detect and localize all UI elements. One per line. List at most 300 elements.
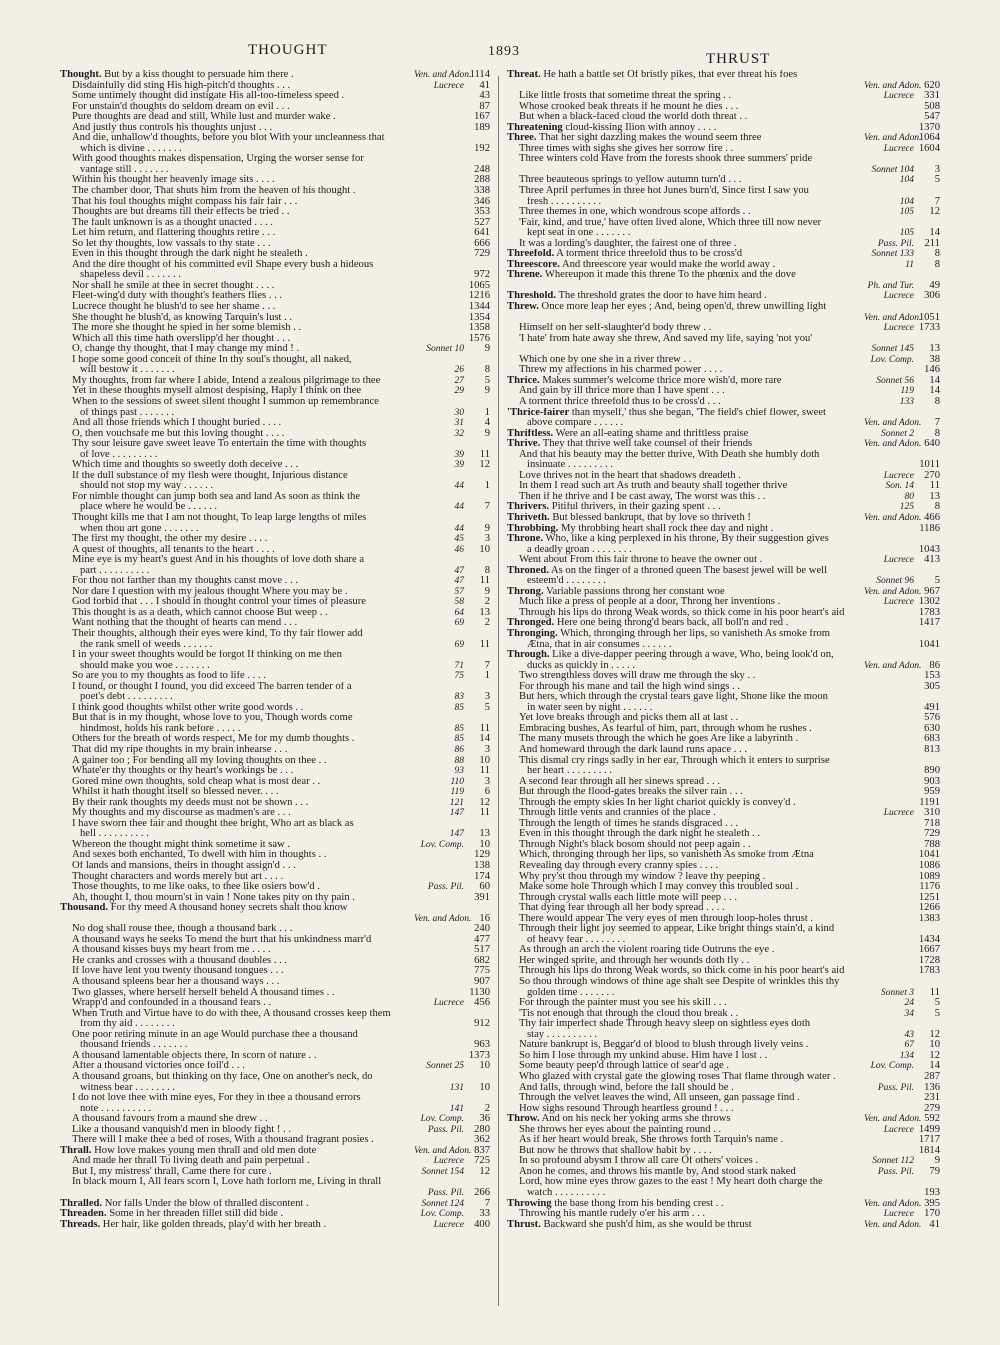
work-reference: Lov. Comp. (870, 354, 914, 365)
quotation-text (60, 291, 414, 302)
concordance-line (507, 1030, 940, 1041)
quotation: Whate'er thy thoughts or thy heart's workings be . . . (72, 766, 294, 777)
line-number: 729 (924, 828, 940, 840)
line-number: 7 (934, 417, 940, 429)
quotation-text (60, 450, 414, 461)
concordance-line (60, 756, 490, 767)
quotation: But now he throws that shallow habit by . . . . (519, 1145, 712, 1156)
headword-entry (507, 429, 940, 440)
concordance-line (60, 1125, 490, 1136)
quotation: I found, or thought I found, you did exceed The barren tender of a (72, 681, 352, 692)
quotation-text (507, 650, 864, 661)
line-number: 491 (924, 701, 940, 713)
line-number: 86 (929, 659, 940, 671)
line-number: 41 (929, 1218, 940, 1230)
line-number: 8 (484, 364, 490, 376)
line-number: 683 (924, 733, 940, 745)
quotation-text (60, 281, 414, 292)
headword-entry (507, 439, 940, 450)
quotation-text (507, 228, 864, 239)
headword: Throbbing. (507, 523, 559, 534)
quotation-text (507, 239, 864, 250)
line-number: 1344 (468, 301, 490, 313)
quotation: Thought characters and words merely but art . . . . (72, 871, 284, 882)
concordance-line (60, 1156, 490, 1167)
concordance-line (60, 692, 490, 703)
quotation: Through his lips do throng Weak words, so thick come in his poor heart's aid (519, 607, 845, 618)
concordance-line (60, 102, 490, 113)
concordance-line (60, 1083, 490, 1094)
quotation: Within his thought her heavenly image sits . . . . (72, 175, 275, 186)
work-reference: Lov. Comp. (420, 839, 464, 850)
quotation: A thousand kisses buys my heart from me . . . . (72, 945, 271, 956)
line-number: 7 (484, 1197, 490, 1209)
concordance-line (507, 756, 940, 767)
concordance-line (60, 650, 490, 661)
line-number: 5 (934, 174, 940, 186)
quotation-text (60, 829, 414, 840)
quotation: from thy aid . . . . . . . . (80, 1019, 175, 1030)
concordance-line (60, 1061, 490, 1072)
quotation: The first my thought, the other my desire . . . . (72, 534, 268, 545)
headword-entry (507, 260, 940, 271)
line-number: 1065 (468, 279, 490, 291)
concordance-line (60, 154, 490, 165)
work-reference: 119 (900, 386, 914, 397)
line-number: 7 (484, 659, 490, 671)
quotation-text (60, 724, 414, 735)
quotation: And that his beauty may the better thrive, With Death she humbly doth (519, 449, 820, 460)
quotation: Love thrives not in the heart that shadows dreadeth . (519, 470, 741, 481)
line-number: 49 (929, 279, 940, 291)
concordance-line (507, 355, 940, 366)
quotation-text (60, 682, 414, 693)
line-number: 136 (924, 1081, 940, 1093)
headword: Thrice. (507, 375, 540, 386)
quotation-text (60, 661, 414, 672)
concordance-line (507, 724, 940, 735)
quotation: Thy sour leisure gave sweet leave To entertain the time with thoughts (72, 439, 367, 450)
concordance-line (507, 102, 940, 113)
line-number: 1383 (918, 912, 940, 924)
quotation-text (507, 703, 864, 714)
line-number: 310 (924, 807, 940, 819)
line-number: 477 (474, 933, 490, 945)
quotation-text (507, 661, 864, 672)
concordance-line (60, 671, 490, 682)
quotation: But that is in my thought, whose love to you, Though words come (72, 713, 353, 724)
quotation: Like a dive-dapper peering through a wave, Who, being look'd on, (552, 650, 834, 661)
line-number: 7 (934, 195, 940, 207)
line-number: 456 (474, 997, 490, 1009)
work-reference: Lov. Comp. (870, 1061, 914, 1072)
quotation-text (60, 481, 414, 492)
quotation-text (60, 260, 414, 271)
quotation: In so profound abysm I throw all care Of others' voices . (519, 1156, 759, 1167)
quotation-text (507, 1009, 864, 1020)
quotation-text (507, 334, 864, 345)
quotation-text (60, 840, 414, 851)
quotation: Even in this thought through the dark night he stealeth . (72, 249, 308, 260)
line-number: 1041 (918, 849, 940, 861)
quotation-text (60, 703, 414, 714)
quotation-text (507, 798, 864, 809)
quotation-text (507, 481, 864, 492)
quotation-text (60, 376, 414, 387)
concordance-line (60, 829, 490, 840)
quotation: poet's debt . . . . . . . . . (80, 692, 173, 703)
quotation: Whereon the thought might think sometime it saw . (72, 839, 291, 850)
quotation-text (60, 1104, 414, 1115)
work-reference: Sonnet 56 (876, 375, 914, 386)
concordance-line (507, 1051, 940, 1062)
quotation: Like little frosts that sometime threat the spring . . (519, 91, 732, 102)
concordance-line (60, 914, 490, 925)
line-number: 138 (474, 860, 490, 872)
quotation-text (60, 756, 414, 767)
quotation: That dying fear through all her body spread . . . . (519, 903, 725, 914)
concordance-line (507, 313, 940, 324)
line-number: 1604 (918, 142, 940, 154)
quotation-text (507, 692, 864, 703)
quotation-text (507, 218, 864, 229)
headword: Throwing (507, 1198, 552, 1209)
headword-entry (507, 618, 940, 629)
line-number: 14 (929, 1060, 940, 1072)
quotation: If the dull substance of my flesh were thought, Injurious distance (72, 470, 348, 481)
headword-entry (60, 903, 490, 914)
concordance-line (60, 81, 490, 92)
concordance-line (507, 197, 940, 208)
line-number: 10 (479, 754, 490, 766)
quotation: But hers, which through the crystal tears gave light, Shone like the moon (519, 692, 828, 703)
line-number: 13 (479, 606, 490, 618)
quotation-text (507, 608, 864, 619)
quotation: Yet in these thoughts myself almost despising, Haply I think on thee (72, 386, 362, 397)
line-number: 1667 (918, 944, 940, 956)
quotation: The many musets through the which he goes Are like a labyrinth . (519, 734, 799, 745)
quotation: I do not love thee with mine eyes, For they in thee a thousand errors (72, 1093, 361, 1104)
quotation: Through his lips do throng Weak words, so thick come in his poor heart's aid (519, 966, 845, 977)
quotation: How sighs resound Through heartless ground ! . . . (519, 1103, 734, 1114)
quotation: So thou through windows of thine age shalt see Despite of wrinkles this thy (519, 977, 840, 988)
concordance-line (60, 186, 490, 197)
quotation-text (60, 1220, 414, 1231)
line-number: 4 (484, 417, 490, 429)
work-reference: Lov. Comp. (420, 1114, 464, 1125)
headword: Threatening (507, 122, 563, 133)
quotation: But blessed bankrupt, that by love so thriveth ! (552, 512, 751, 523)
quotation: Variable passions throng her constant woe (546, 586, 725, 597)
quotation: For through the painter must you see his skill . . . (519, 998, 727, 1009)
quotation-text (60, 1040, 414, 1051)
line-number: 1354 (468, 311, 490, 323)
work-reference: 104 (899, 196, 914, 207)
quotation-text (507, 70, 864, 81)
quotation: which is divine . . . . . . . (80, 143, 182, 154)
concordance-line (507, 481, 940, 492)
line-number: 400 (474, 1218, 490, 1230)
quotation: Himself on her self-slaughter'd body threw . . (519, 323, 712, 334)
concordance-line (60, 608, 490, 619)
quotation: Whose crooked beak threats if he mount he dies . . . (519, 101, 739, 112)
line-number: 1783 (918, 965, 940, 977)
quotation-text (60, 745, 414, 756)
quotation-text (60, 808, 414, 819)
quotation: A torment thrice threefold thus to be cross'd . . . (519, 396, 721, 407)
quotation: 'Fair, kind, and true,' have often lived alone, Which three till now never (519, 217, 822, 228)
concordance-line (60, 112, 490, 123)
concordance-line (60, 513, 490, 524)
quotation: And the dire thought of his committed evil Shape every bush a hideous (72, 259, 374, 270)
quotation-text (507, 450, 864, 461)
headword-entry (507, 502, 940, 513)
concordance-line (507, 344, 940, 355)
work-reference: 147 (449, 829, 464, 840)
headword: Threat. (507, 70, 541, 80)
work-reference: 93 (454, 766, 464, 777)
concordance-line (60, 629, 490, 640)
work-reference: 75 (454, 671, 464, 682)
quotation: A thousand favours from a maund she drew . . (72, 1114, 268, 1125)
concordance-line (60, 460, 490, 471)
quotation: golden time . . . . . . . (527, 987, 615, 998)
quotation: And justly thus controls his thoughts unjust . . . (72, 122, 273, 133)
quotation: witness bear . . . . . . . . (80, 1082, 176, 1093)
quotation: Threw my affections in his charmed power . . . . (519, 365, 723, 376)
work-reference: Pass. Pil. (427, 882, 464, 893)
work-reference: Lucrece (433, 1219, 464, 1230)
concordance-line (507, 1135, 940, 1146)
work-reference: 44 (454, 502, 464, 513)
line-number: 36 (479, 1113, 490, 1125)
line-number: 1266 (918, 902, 940, 914)
work-reference: Lucrece (433, 80, 464, 91)
work-reference: Lucrece (883, 808, 914, 819)
concordance-line (507, 576, 940, 587)
quotation: My thoughts and my discourse as madmen's are . . . (72, 808, 291, 819)
quotation: the base thong from his bending crest . . (554, 1198, 724, 1209)
work-reference: 26 (454, 365, 464, 376)
quotation: Let him return, and flattering thoughts retire . . . (72, 228, 276, 239)
concordance-line (507, 882, 940, 893)
quotation: And falls, through wind, before the fall should be . (519, 1082, 734, 1093)
quotation: Yet love breaks through and picks them all at last . . (519, 713, 739, 724)
quotation-text (507, 376, 864, 387)
line-number: 729 (474, 248, 490, 260)
quotation: Ah, thought I, thou mourn'st in vain ! None takes pity on thy pain . (72, 892, 355, 903)
work-reference: 24 (904, 998, 914, 1009)
quotation-text (60, 977, 414, 988)
work-reference: Ven. and Adon. (864, 418, 922, 429)
line-number: 353 (474, 206, 490, 218)
line-number: 192 (474, 142, 490, 154)
line-number: 60 (479, 881, 490, 893)
headword-entry (507, 513, 940, 524)
headword-entry (507, 270, 940, 281)
quotation-text (507, 724, 864, 735)
concordance-line (507, 555, 940, 566)
headword-entry (507, 291, 940, 302)
work-reference: Ven. and Adon. (864, 1114, 922, 1125)
quotation: Whilst it hath thought itself so blessed never. . . . (72, 787, 279, 798)
concordance-line (60, 587, 490, 598)
work-reference: 31 (454, 418, 464, 429)
quotation-text (60, 566, 414, 577)
line-number: 527 (474, 216, 490, 228)
concordance-line (507, 945, 940, 956)
quotation-text (507, 745, 864, 756)
work-reference: 141 (449, 1103, 464, 1114)
work-reference: 105 (899, 207, 914, 218)
line-number: 346 (474, 195, 490, 207)
line-number: 266 (474, 1186, 490, 1198)
headword: Throned. (507, 565, 549, 576)
quotation: esteem'd . . . . . . . . (527, 576, 606, 587)
concordance-line (507, 924, 940, 935)
headword: Thought. (60, 70, 102, 80)
headword: Three. (507, 133, 537, 144)
line-number: 41 (479, 79, 490, 91)
quotation: her heart . . . . . . . . . (527, 766, 613, 777)
quotation: Were an all-eating shame and thriftless praise (555, 428, 749, 439)
quotation: Mine eye is my heart's guest And in his thoughts of love doth share a (72, 555, 365, 566)
quotation: Some untimely thought did instigate His all-too-timeless speed . (72, 91, 345, 102)
concordance-line (507, 777, 940, 788)
quotation-text (60, 1125, 414, 1136)
line-number: 391 (474, 891, 490, 903)
quotation-text (60, 534, 414, 545)
concordance-line (60, 291, 490, 302)
line-number: 189 (474, 121, 490, 133)
headword: Throw. (507, 1114, 540, 1125)
line-number: 641 (474, 227, 490, 239)
work-reference: Lucrece (883, 470, 914, 481)
quotation-text (507, 133, 864, 144)
quotation: And threescore year would make the world away . (561, 259, 776, 270)
work-reference: 85 (454, 702, 464, 713)
quotation: If love have lent you twenty thousand tongues . . . (72, 966, 284, 977)
line-number: 11 (929, 480, 940, 492)
quotation-text (507, 956, 864, 967)
concordance-line (60, 1114, 490, 1125)
work-reference: 134 (899, 1050, 914, 1061)
work-reference: Lucrece (883, 597, 914, 608)
line-number: 10 (479, 543, 490, 555)
line-number: 248 (474, 163, 490, 175)
quotation-text (507, 945, 864, 956)
quotation: Two strengthless doves will draw me through the sky . . (519, 671, 756, 682)
line-number: 775 (474, 965, 490, 977)
quotation: Which, thronging through her lips, so vanisheth As smoke from (560, 628, 831, 639)
work-reference: 64 (454, 607, 464, 618)
quotation-text (60, 154, 414, 165)
header-left-word: THOUGHT (248, 42, 328, 58)
line-number: 2 (484, 1102, 490, 1114)
quotation-text (507, 1093, 864, 1104)
line-number: 9 (484, 522, 490, 534)
quotation-text (60, 502, 414, 513)
quotation-text (60, 1199, 414, 1210)
quotation: For unstain'd thoughts do seldom dream on evil . . . (72, 101, 290, 112)
quotation-text (60, 671, 414, 682)
quotation: Thy fair imperfect shade Through heavy sleep on sightless eyes doth (519, 1019, 811, 1030)
quotation-text (507, 545, 864, 556)
line-number: 666 (474, 237, 490, 249)
quotation-text (60, 819, 414, 830)
line-number: 1 (484, 406, 490, 418)
quotation-text (507, 365, 864, 376)
work-reference: Sonnet 25 (426, 1061, 464, 1072)
quotation: of love . . . . . . . . . (80, 449, 158, 460)
quotation: And sexes both enchanted, To dwell with him in thoughts . . (72, 850, 327, 861)
quotation-text (60, 956, 414, 967)
quotation-text (60, 1114, 414, 1125)
concordance-line (507, 144, 940, 155)
concordance-line (60, 302, 490, 313)
header-right-word: THRUST (706, 51, 771, 67)
line-number: 9 (484, 385, 490, 397)
quotation: As on the finger of a throned queen The basest jewel will be well (550, 565, 828, 576)
line-number: 5 (934, 1007, 940, 1019)
concordance-line (60, 1030, 490, 1041)
quotation-text (60, 945, 414, 956)
quotation-text (507, 1188, 864, 1199)
concordance-line (507, 661, 940, 672)
line-number: 8 (934, 395, 940, 407)
line-number: 11 (479, 448, 490, 460)
work-reference: 32 (454, 428, 464, 439)
line-number: 170 (924, 1208, 940, 1220)
concordance-line (60, 313, 490, 324)
quotation: Makes summer's welcome thrice more wish'd, more rare (542, 375, 782, 386)
concordance-line (60, 355, 490, 366)
quotation: But by a kiss thought to persuade him there . (104, 70, 294, 80)
quotation: A torment thrice threefold thus to be cross'd (556, 249, 743, 260)
quotation-text (60, 471, 414, 482)
headword-entry (60, 1146, 490, 1157)
concordance-line (507, 1209, 940, 1220)
quotation-text (507, 1019, 864, 1030)
quotation: Lord, how mine eyes throw gazes to the east ! My heart doth charge the (519, 1177, 823, 1188)
quotation-text (507, 1125, 864, 1136)
quotation: But when a black-faced cloud the world doth threat . . (519, 112, 748, 123)
concordance-line (507, 682, 940, 693)
concordance-line (60, 872, 490, 883)
concordance-line (507, 1104, 940, 1115)
quotation: Three themes in one, which wondrous scope affords . . (519, 207, 751, 218)
line-number: 3 (934, 163, 940, 175)
quotation-text (507, 154, 864, 165)
line-number: 1064 (918, 132, 940, 144)
headword: Threescore. (507, 259, 560, 270)
concordance-line (60, 334, 490, 345)
quotation: Disdainfully did sting His high-pitch'd thoughts . . . (72, 80, 291, 91)
quotation: For through his mane and tail the high wind sings . . (519, 681, 740, 692)
quotation: Nor falls Under the blow of thralled discontent . (104, 1198, 309, 1209)
quotation: Which time and thoughts so sweetly doth deceive . . . (72, 460, 299, 471)
line-number: 1216 (468, 290, 490, 302)
line-number: 14 (929, 227, 940, 239)
quotation: than myself,' thus she began, 'The field's chief flower, sweet (571, 407, 827, 418)
line-number: 305 (924, 680, 940, 692)
quotation-text (60, 228, 414, 239)
headword-entry (507, 534, 940, 545)
quotation: In them I read such art As truth and beauty shall together thrive (519, 481, 788, 492)
work-reference: Ven. and Adon. (864, 586, 922, 597)
concordance-line (60, 618, 490, 629)
quotation: How love makes young men thrall and old men dote (94, 1145, 317, 1156)
